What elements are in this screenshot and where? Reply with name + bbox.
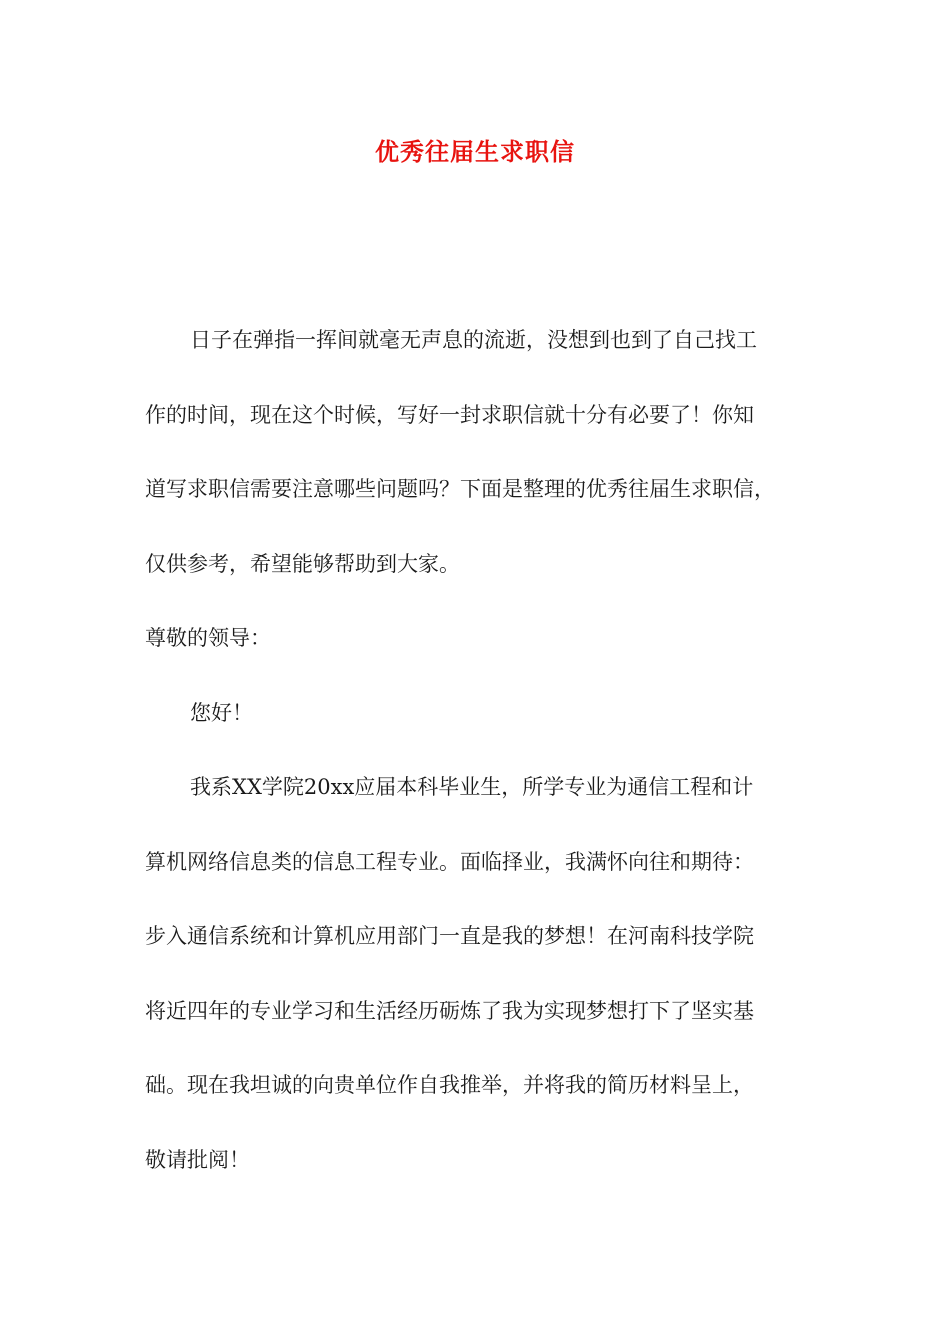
body-line: 敬请批阅！ bbox=[145, 1147, 250, 1172]
body-line: 算机网络信息类的信息工程专业。面临择业，我满怀向往和期待： bbox=[145, 849, 754, 874]
intro-line: 作的时间，现在这个时候，写好一封求职信就十分有必要了！你知 bbox=[145, 402, 754, 427]
intro-line: 仅供参考，希望能够帮助到大家。 bbox=[145, 551, 460, 576]
body-line: 将近四年的专业学习和生活经历砺炼了我为实现梦想打下了坚实基 bbox=[145, 998, 754, 1023]
intro-line: 日子在弹指一挥间就毫无声息的流逝，没想到也到了自己找工 bbox=[190, 328, 757, 352]
body-line: 础。现在我坦诚的向贵单位作自我推举，并将我的简历材料呈上， bbox=[145, 1073, 754, 1097]
body-line: 步入通信系统和计算机应用部门一直是我的梦想！在河南科技学院 bbox=[145, 924, 754, 948]
intro-line: 道写求职信需要注意哪些问题吗？下面是整理的优秀往届生求职信， bbox=[145, 477, 775, 501]
greeting: 您好！ bbox=[190, 700, 253, 725]
document-body bbox=[145, 303, 825, 1197]
salutation: 尊敬的领导： bbox=[145, 626, 271, 650]
document-title: 优秀往届生求职信 bbox=[375, 137, 575, 166]
body-line: 我系XX学院20xx应届本科毕业生，所学专业为通信工程和计 bbox=[190, 775, 754, 799]
